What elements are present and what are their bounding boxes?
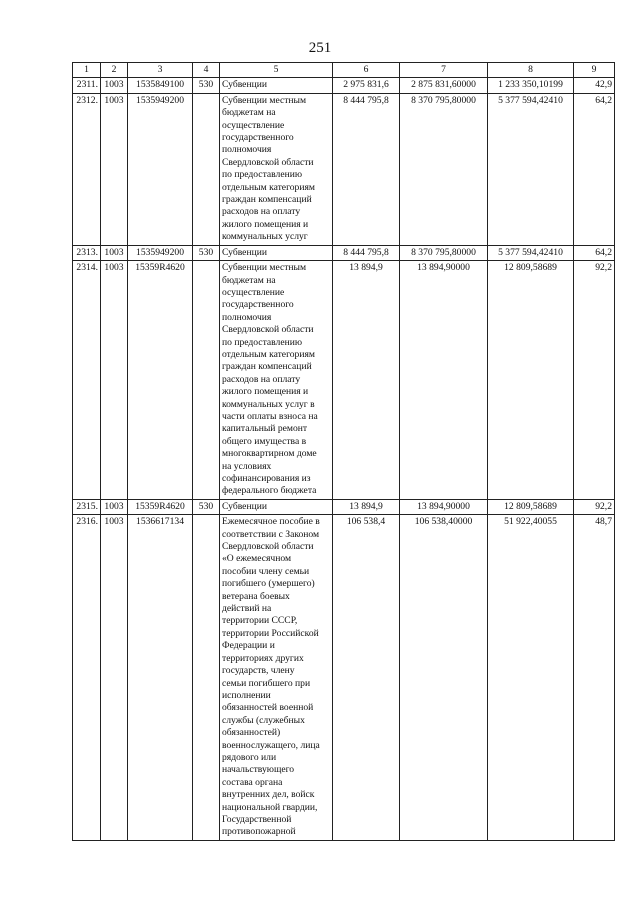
name-line: начальствующего [222, 764, 295, 776]
execution-percent-cell: 42,9 [574, 78, 615, 93]
expense-type-cell [193, 93, 220, 245]
name-line: внутренних дел, войск [222, 789, 315, 801]
name-line: осуществление [222, 286, 285, 298]
executed-amount-cell: 51 922,40055 [488, 515, 574, 841]
column-header: 4 [193, 63, 220, 78]
name-line: Свердловской области [222, 156, 314, 168]
name-line: службы (служебных [222, 714, 305, 726]
column-header: 8 [488, 63, 574, 78]
column-header: 7 [400, 63, 488, 78]
budget-amount-cell: 13 894,90000 [400, 499, 488, 514]
name-line: «О ежемесячном [222, 553, 292, 565]
executed-amount-cell: 12 809,58689 [488, 499, 574, 514]
name-line: противопожарной [222, 826, 296, 838]
planned-amount-cell: 13 894,9 [333, 261, 400, 500]
name-line: пособии члену семьи [222, 565, 310, 577]
expense-type-cell [193, 515, 220, 841]
column-header: 2 [101, 63, 128, 78]
name-line: рядового или [222, 751, 277, 763]
name-line: действий на [222, 603, 272, 615]
name-line: полномочия [222, 311, 272, 323]
execution-percent-cell: 64,2 [574, 245, 615, 260]
executed-amount-cell: 5 377 594,42410 [488, 245, 574, 260]
budget-amount-cell: 8 370 795,80000 [400, 93, 488, 245]
budget-amount-cell: 106 538,40000 [400, 515, 488, 841]
table-header-row [73, 63, 615, 78]
expense-type-cell [193, 261, 220, 500]
budget-table [72, 62, 615, 841]
row-number-cell: 2315. [73, 499, 101, 514]
table-row [73, 515, 615, 841]
name-line: Государственной [222, 813, 292, 825]
name-line: коммунальных услуг [222, 231, 308, 243]
name-line: территории Российской [222, 627, 319, 639]
name-line: жилого помещения и [222, 218, 309, 230]
name-line: Субвенции [222, 246, 267, 258]
section-code-cell: 1003 [101, 93, 128, 245]
execution-percent-cell: 64,2 [574, 93, 615, 245]
table-row [73, 261, 615, 500]
planned-amount-cell: 8 444 795,8 [333, 245, 400, 260]
name-line: осуществление [222, 119, 285, 131]
column-header: 3 [128, 63, 193, 78]
target-article-cell: 1535949200 [128, 93, 193, 245]
name-line: части оплаты взноса на [222, 410, 318, 422]
name-line: семьи погибшего при [222, 677, 311, 689]
name-line: граждан компенсаций [222, 194, 312, 206]
name-cell [220, 515, 333, 841]
section-code-cell: 1003 [101, 499, 128, 514]
execution-percent-cell: 48,7 [574, 515, 615, 841]
executed-amount-cell: 12 809,58689 [488, 261, 574, 500]
row-number-cell: 2314. [73, 261, 101, 500]
name-line: отдельным категориям [222, 348, 315, 360]
name-line: Свердловской области [222, 324, 314, 336]
name-line: федерального бюджета [222, 485, 317, 497]
name-line: жилого помещения и [222, 386, 309, 398]
expense-type-cell: 530 [193, 499, 220, 514]
name-line: многоквартирном доме [222, 448, 317, 460]
name-line: Субвенции местным [222, 94, 307, 106]
table-row [73, 245, 615, 260]
name-line: обязанностей военной [222, 702, 314, 714]
executed-amount-cell: 1 233 350,10199 [488, 78, 574, 93]
section-code-cell: 1003 [101, 515, 128, 841]
name-line: расходов на оплату [222, 206, 301, 218]
name-line: софинансирования из [222, 473, 311, 484]
budget-amount-cell: 8 370 795,80000 [400, 245, 488, 260]
name-line: военнослужащего, лица [222, 739, 320, 751]
name-line: бюджетам на [222, 107, 276, 119]
name-line: обязанностей) [222, 727, 281, 739]
name-line: граждан компенсаций [222, 361, 312, 373]
name-line: Субвенции [222, 79, 267, 91]
name-cell [220, 78, 333, 93]
name-line: общего имущества в [222, 435, 307, 447]
page-number: 251 [308, 40, 332, 56]
name-line: исполнении [222, 689, 271, 701]
column-header: 5 [220, 63, 333, 78]
budget-amount-cell: 2 875 831,60000 [400, 78, 488, 93]
name-line: расходов на оплату [222, 373, 301, 385]
name-line: по предоставлению [222, 169, 303, 181]
name-line: на условиях [222, 460, 272, 472]
name-line: национальной гвардии, [222, 801, 318, 813]
table-row [73, 93, 615, 245]
name-line: коммунальных услуг в [222, 398, 315, 410]
planned-amount-cell: 8 444 795,8 [333, 93, 400, 245]
execution-percent-cell: 92,2 [574, 261, 615, 500]
table-row [73, 78, 615, 93]
name-line: погибшего (умершего) [222, 578, 315, 590]
expense-type-cell: 530 [193, 245, 220, 260]
target-article-cell: 1536617134 [128, 515, 193, 841]
target-article-cell: 15359R4620 [128, 499, 193, 514]
name-line: соответствии с Законом [222, 528, 320, 540]
budget-amount-cell: 13 894,90000 [400, 261, 488, 500]
section-code-cell: 1003 [101, 261, 128, 500]
name-cell [220, 499, 333, 514]
name-line: государственного [222, 299, 294, 311]
column-header: 6 [333, 63, 400, 78]
name-line: Субвенции [222, 500, 267, 512]
section-code-cell: 1003 [101, 245, 128, 260]
target-article-cell: 1535849100 [128, 78, 193, 93]
name-line: государств, члену [222, 665, 295, 677]
row-number-cell: 2312. [73, 93, 101, 245]
name-line: капитальный ремонт [222, 423, 308, 435]
name-line: территориях других [222, 652, 304, 664]
planned-amount-cell: 2 975 831,6 [333, 78, 400, 93]
name-line: полномочия [222, 144, 272, 156]
target-article-cell: 15359R4620 [128, 261, 193, 500]
name-line: государственного [222, 132, 294, 144]
row-number-cell: 2313. [73, 245, 101, 260]
name-line: Субвенции местным [222, 262, 307, 274]
column-header: 9 [574, 63, 615, 78]
section-code-cell: 1003 [101, 78, 128, 93]
name-line: ветерана боевых [222, 590, 290, 602]
name-line: отдельным категориям [222, 181, 315, 193]
name-line: состава органа [222, 776, 283, 788]
name-line: бюджетам на [222, 274, 276, 286]
name-line: Свердловской области [222, 541, 314, 553]
name-cell [220, 93, 333, 245]
expense-type-cell: 530 [193, 78, 220, 93]
planned-amount-cell: 106 538,4 [333, 515, 400, 841]
table-row [73, 499, 615, 514]
planned-amount-cell: 13 894,9 [333, 499, 400, 514]
name-line: территории СССР, [222, 615, 298, 627]
column-header: 1 [73, 63, 101, 78]
name-line: Федерации и [222, 640, 275, 652]
row-number-cell: 2311. [73, 78, 101, 93]
execution-percent-cell: 92,2 [574, 499, 615, 514]
row-number-cell: 2316. [73, 515, 101, 841]
name-line: Ежемесячное пособие в [222, 516, 320, 528]
executed-amount-cell: 5 377 594,42410 [488, 93, 574, 245]
name-cell [220, 245, 333, 260]
target-article-cell: 1535949200 [128, 245, 193, 260]
name-line: по предоставлению [222, 336, 303, 348]
name-cell [220, 261, 333, 500]
